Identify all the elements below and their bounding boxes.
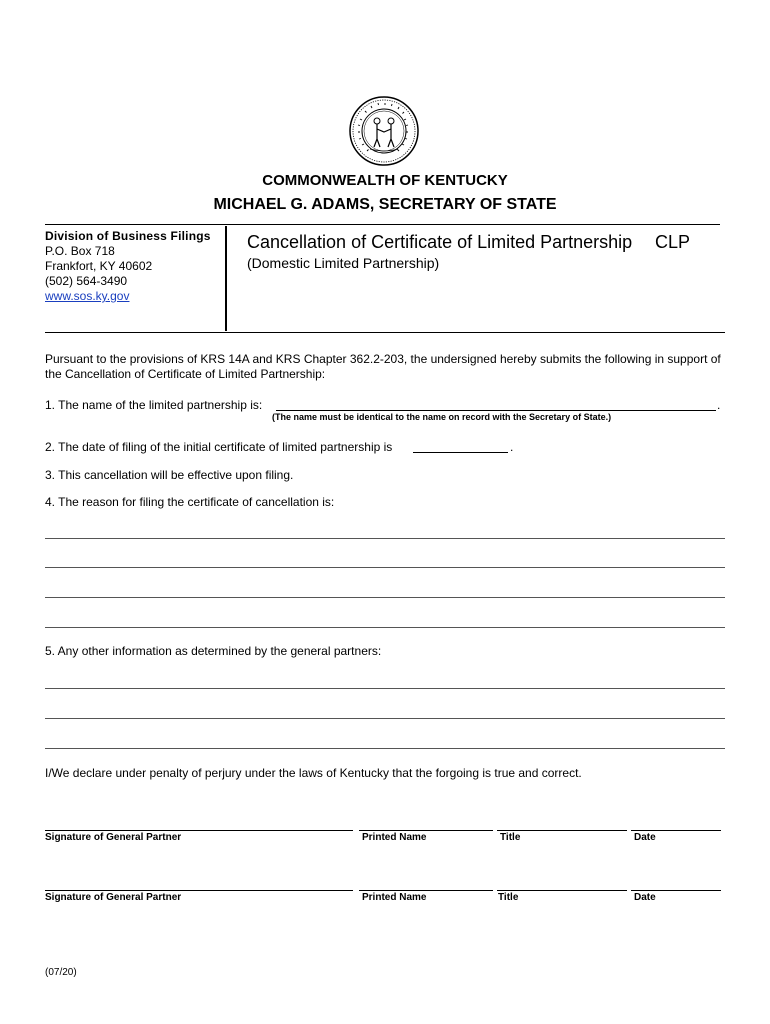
revision-date: (07/20) bbox=[45, 967, 77, 978]
form-title: Cancellation of Certificate of Limited Partnership bbox=[247, 232, 633, 252]
printed-name-line-2[interactable] bbox=[359, 890, 493, 891]
kentucky-seal-icon bbox=[348, 95, 420, 167]
secretary-heading: MICHAEL G. ADAMS, SECRETARY OF STATE bbox=[213, 196, 557, 213]
reason-line-4[interactable] bbox=[45, 627, 725, 628]
partnership-name-field[interactable] bbox=[276, 410, 716, 411]
office-city: Frankfort, KY 40602 bbox=[45, 259, 153, 273]
reason-line-1[interactable] bbox=[45, 538, 725, 539]
intro-paragraph: Pursuant to the provisions of KRS 14A and KRS Chapter 362.2-203, the undersigned hereby submits the following in support of the Cancellation of Certificate of Limited Partnership: bbox=[45, 352, 721, 381]
item1-note: (The name must be identical to the name on record with the Secretary of State.) bbox=[272, 412, 612, 422]
declaration-text: I/We declare under penalty of perjury under the laws of Kentucky that the forgoing is true and correct. bbox=[45, 766, 582, 780]
date-line-2[interactable] bbox=[631, 890, 721, 891]
reason-line-3[interactable] bbox=[45, 597, 725, 598]
item3-label: 3. This cancellation will be effective upon filing. bbox=[45, 468, 294, 482]
date-line-1[interactable] bbox=[631, 830, 721, 831]
signature-line-2[interactable] bbox=[45, 890, 353, 891]
form-code: CLP bbox=[655, 232, 691, 252]
office-phone: (502) 564-3490 bbox=[45, 274, 128, 288]
office-po-box: P.O. Box 718 bbox=[45, 244, 115, 258]
title-line-1[interactable] bbox=[497, 830, 627, 831]
signature-label-1: Signature of General Partner bbox=[45, 832, 182, 843]
other-info-line-1[interactable] bbox=[45, 688, 725, 689]
other-info-line-3[interactable] bbox=[45, 748, 725, 749]
item1-period: . bbox=[717, 398, 721, 412]
item4-label: 4. The reason for filing the certificate of cancellation is: bbox=[45, 495, 335, 509]
date-label-2: Date bbox=[634, 892, 656, 903]
header-vertical-divider bbox=[225, 226, 227, 331]
filing-date-field[interactable] bbox=[413, 452, 508, 453]
title-line-2[interactable] bbox=[497, 890, 627, 891]
printed-name-line-1[interactable] bbox=[359, 830, 493, 831]
printed-name-label-1: Printed Name bbox=[362, 832, 427, 843]
printed-name-label-2: Printed Name bbox=[362, 892, 427, 903]
item1-label: 1. The name of the limited partnership is: bbox=[45, 398, 263, 412]
commonwealth-heading: COMMONWEALTH OF KENTUCKY bbox=[262, 172, 508, 189]
office-address-block bbox=[45, 229, 211, 304]
title-label-2: Title bbox=[498, 892, 519, 903]
office-title: Division of Business Filings bbox=[45, 229, 211, 243]
office-website-link[interactable]: www.sos.ky.gov bbox=[45, 289, 130, 303]
form-subtitle: (Domestic Limited Partnership) bbox=[247, 255, 440, 271]
reason-line-2[interactable] bbox=[45, 567, 725, 568]
item2-label: 2. The date of filing of the initial certificate of limited partnership is bbox=[45, 440, 393, 454]
other-info-line-2[interactable] bbox=[45, 718, 725, 719]
item2-period: . bbox=[510, 440, 514, 454]
signature-label-2: Signature of General Partner bbox=[45, 892, 182, 903]
title-label-1: Title bbox=[500, 832, 521, 843]
date-label-1: Date bbox=[634, 832, 656, 843]
header-divider bbox=[45, 224, 720, 225]
header-bottom-divider bbox=[45, 332, 725, 333]
item5-label: 5. Any other information as determined by the general partners: bbox=[45, 644, 382, 658]
signature-line-1[interactable] bbox=[45, 830, 353, 831]
